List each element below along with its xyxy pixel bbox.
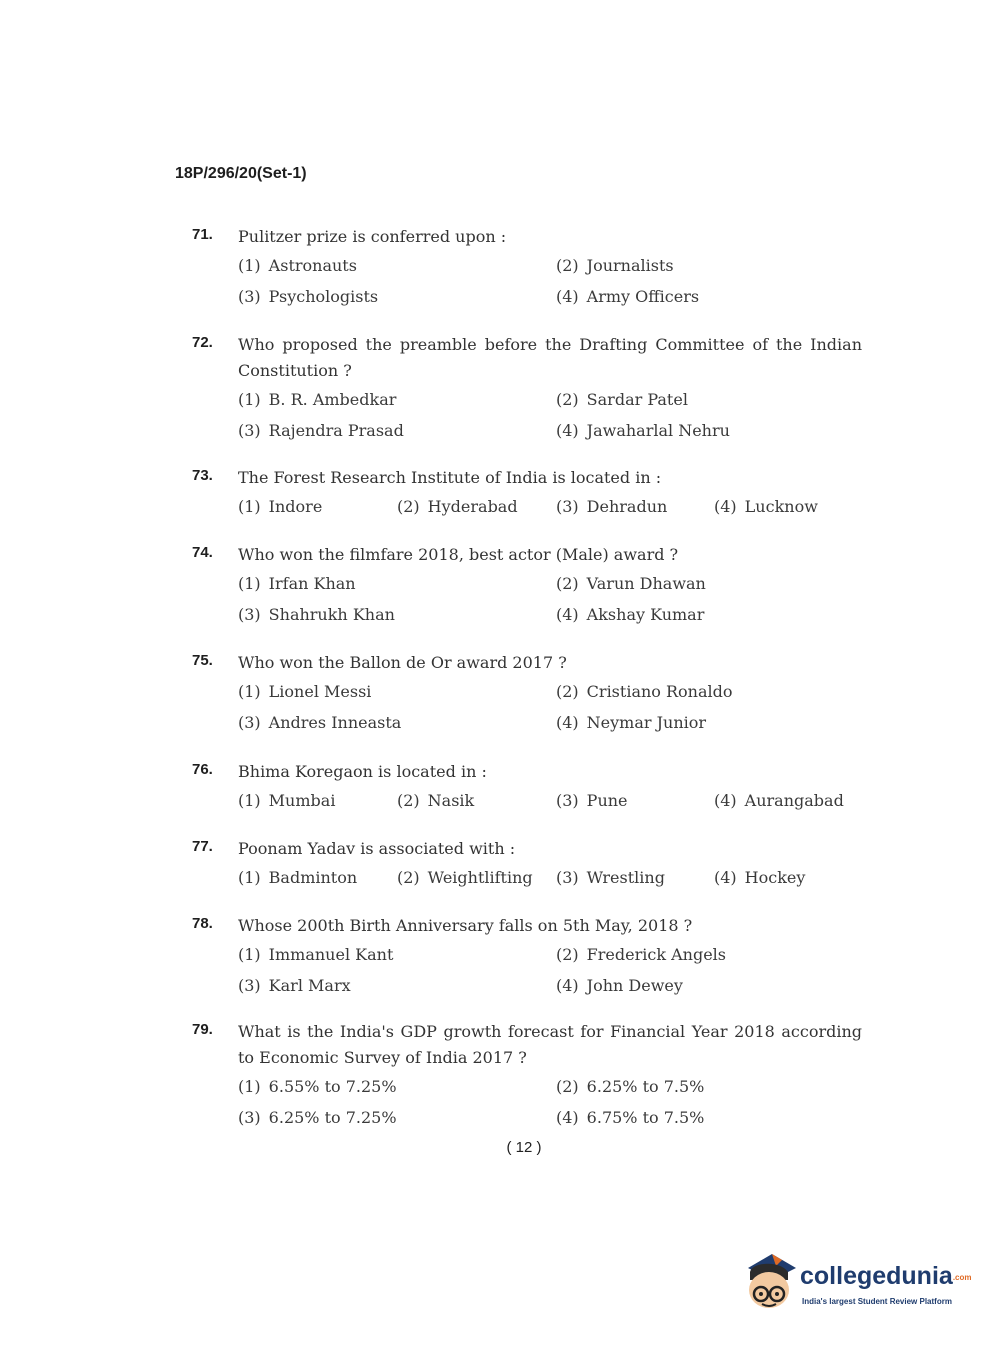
question-text: Whose 200th Birth Anniversary falls on 5th May, 2018 ?	[238, 916, 693, 935]
option-2: (2) Frederick Angels	[556, 945, 727, 964]
question-number: 71.	[192, 226, 213, 243]
question-79	[192, 1019, 862, 1130]
question-number: 73.	[192, 467, 213, 484]
option-2: (2) 6.25% to 7.5%	[556, 1077, 705, 1096]
option-4: (4) John Dewey	[556, 976, 683, 995]
option-2: (2) Nasik	[397, 791, 475, 810]
question-number: 72.	[192, 334, 213, 351]
question-73	[192, 465, 862, 519]
question-text: Who won the filmfare 2018, best actor (Male) award ?	[238, 545, 679, 564]
option-3: (3) Shahrukh Khan	[238, 605, 395, 624]
question-number: 74.	[192, 544, 213, 561]
option-4: (4) Akshay Kumar	[556, 605, 705, 624]
question-71	[192, 224, 862, 309]
option-2: (2) Varun Dhawan	[556, 574, 706, 593]
page-number: ( 12 )	[506, 1139, 542, 1156]
option-4: (4) Neymar Junior	[556, 713, 707, 732]
question-text: Who won the Ballon de Or award 2017 ?	[238, 653, 567, 672]
question-text: Bhima Koregaon is located in :	[238, 762, 487, 781]
option-3: (3) Wrestling	[556, 868, 665, 887]
option-3: (3) Andres Inneasta	[238, 713, 402, 732]
option-4: (4) Jawaharlal Nehru	[556, 421, 730, 440]
brand-name: collegedunia.com	[800, 1262, 972, 1290]
option-1: (1) Astronauts	[238, 256, 357, 275]
option-3: (3) 6.25% to 7.25%	[238, 1108, 397, 1127]
question-number: 75.	[192, 652, 213, 669]
option-4: (4) 6.75% to 7.5%	[556, 1108, 705, 1127]
question-number: 79.	[192, 1021, 213, 1038]
question-75	[192, 650, 862, 735]
option-2: (2) Cristiano Ronaldo	[556, 682, 733, 701]
question-text: Poonam Yadav is associated with :	[238, 839, 516, 858]
option-1: (1) Irfan Khan	[238, 574, 356, 593]
option-3: (3) Dehradun	[556, 497, 668, 516]
option-1: (1) Badminton	[238, 868, 358, 887]
option-1: (1) Mumbai	[238, 791, 336, 810]
option-1: (1) Indore	[238, 497, 323, 516]
question-text: What is the India's GDP growth forecast for Financial Year 2018 according to Economic Survey of India 2017 ?	[238, 1022, 862, 1067]
question-72	[192, 332, 862, 443]
option-3: (3) Rajendra Prasad	[238, 421, 404, 440]
brand-tagline: India's largest Student Review Platform	[802, 1297, 952, 1306]
option-2: (2) Sardar Patel	[556, 390, 688, 409]
question-76	[192, 759, 862, 813]
option-4: (4) Army Officers	[556, 287, 700, 306]
option-1: (1) Immanuel Kant	[238, 945, 394, 964]
question-74	[192, 542, 862, 627]
option-1: (1) 6.55% to 7.25%	[238, 1077, 397, 1096]
option-4: (4) Lucknow	[714, 497, 818, 516]
paper-code: 18P/296/20(Set-1)	[175, 165, 307, 182]
question-text: The Forest Research Institute of India is located in :	[238, 468, 662, 487]
option-1: (1) B. R. Ambedkar	[238, 390, 397, 409]
option-3: (3) Pune	[556, 791, 628, 810]
option-3: (3) Psychologists	[238, 287, 379, 306]
question-text: Who proposed the preamble before the Drafting Committee of the Indian Constitution ?	[238, 335, 862, 380]
collegedunia-logo	[742, 1250, 972, 1320]
question-number: 78.	[192, 915, 213, 932]
question-text: Pulitzer prize is conferred upon :	[238, 227, 507, 246]
option-3: (3) Karl Marx	[238, 976, 351, 995]
question-number: 77.	[192, 838, 213, 855]
option-2: (2) Weightlifting	[397, 868, 533, 887]
question-77	[192, 836, 862, 890]
question-78	[192, 913, 862, 998]
option-1: (1) Lionel Messi	[238, 682, 372, 701]
option-2: (2) Journalists	[556, 256, 674, 275]
option-4: (4) Aurangabad	[714, 791, 844, 810]
mascot-icon	[742, 1250, 802, 1320]
option-4: (4) Hockey	[714, 868, 806, 887]
option-2: (2) Hyderabad	[397, 497, 518, 516]
question-number: 76.	[192, 761, 213, 778]
